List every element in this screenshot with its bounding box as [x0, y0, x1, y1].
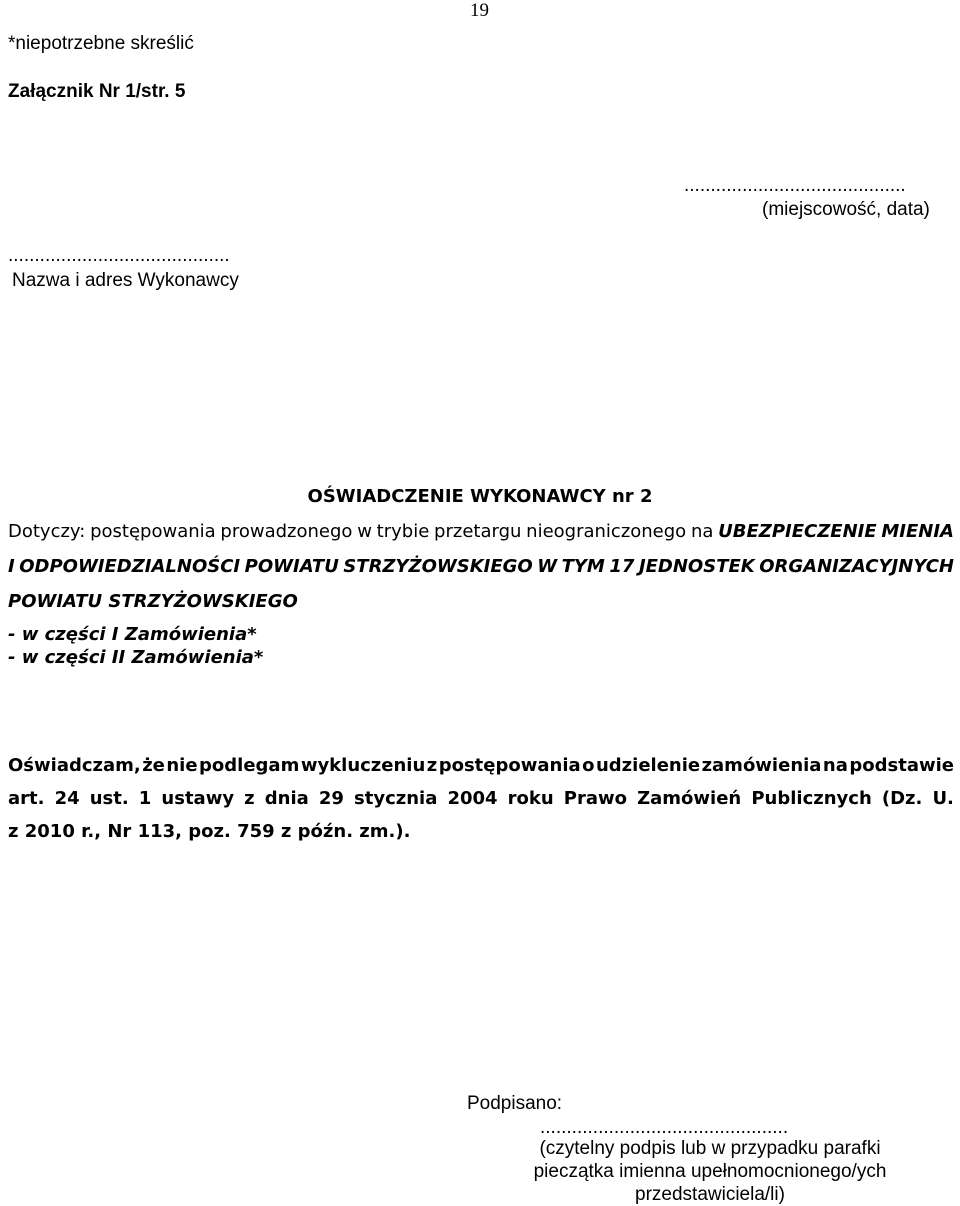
contractor-field: .......................................... — [8, 245, 230, 266]
word: Oświadczam, — [8, 755, 141, 776]
word: prowadzonego — [220, 521, 353, 542]
footnote-unnecessary: *niepotrzebne skreślić — [8, 33, 194, 54]
subject-line-2 — [8, 556, 954, 577]
signed-label: Podpisano: — [467, 1093, 563, 1114]
attachment-label: Załącznik Nr 1/str. 5 — [8, 81, 186, 102]
word: ORGANIZACYJNYCH — [759, 556, 954, 577]
word: TYM — [561, 556, 605, 577]
word: w — [357, 521, 372, 542]
word: (Dz. — [881, 788, 923, 809]
word: 17 — [609, 556, 635, 577]
word: o — [582, 755, 595, 776]
word: 24 — [54, 788, 80, 809]
word: na — [690, 521, 714, 542]
word: roku — [507, 788, 554, 809]
word: z — [244, 788, 255, 809]
word: JEDNOSTEK — [638, 556, 755, 577]
word: zamówienia — [701, 755, 822, 776]
word: wykluczeniu — [300, 755, 426, 776]
subject-line-1 — [8, 521, 954, 542]
declaration-line-1 — [8, 755, 954, 776]
word: przetargu — [434, 521, 522, 542]
word: I — [8, 556, 15, 577]
word: podlegam — [199, 755, 300, 776]
signature-field: ............................................... — [540, 1117, 789, 1138]
word: ust. — [89, 788, 129, 809]
word: U. — [932, 788, 954, 809]
word: podstawie — [849, 755, 954, 776]
contractor-label: Nazwa i adres Wykonawcy — [12, 270, 239, 291]
declaration-line-2 — [8, 788, 954, 809]
signature-note-line: przedstawiciela/li) — [635, 1184, 785, 1205]
word: dnia — [264, 788, 309, 809]
word: 2004 — [447, 788, 498, 809]
word: z — [426, 755, 438, 776]
word: Publicznych — [751, 788, 872, 809]
word: że — [142, 755, 165, 776]
declaration-line-3: z 2010 r., Nr 113, poz. 759 z późn. zm.). — [8, 821, 411, 842]
document-title: OŚWIADCZENIE WYKONAWCY nr 2 — [307, 486, 653, 507]
word: MIENIA — [881, 521, 954, 542]
place-date-label: (miejscowość, data) — [762, 199, 930, 220]
word: ODPOWIEDZIALNOŚCI — [19, 556, 241, 577]
word: na — [822, 755, 848, 776]
page-number: 19 — [470, 0, 489, 21]
option-part-1: - w części I Zamówienia* — [8, 624, 257, 645]
word: stycznia — [354, 788, 438, 809]
word: Zamówień — [637, 788, 742, 809]
subject-line-3: POWIATU STRZYŻOWSKIEGO — [8, 591, 298, 612]
option-part-2: - w części II Zamówienia* — [8, 647, 264, 668]
word: 1 — [138, 788, 152, 809]
word: POWIATU — [244, 556, 339, 577]
word: art. — [8, 788, 45, 809]
word: nie — [166, 755, 198, 776]
word: STRZYŻOWSKIEGO — [343, 556, 533, 577]
word: W — [537, 556, 558, 577]
signature-note-line: (czytelny podpis lub w przypadku parafki — [539, 1138, 881, 1159]
word: postępowania — [90, 521, 216, 542]
word: Dotyczy: — [8, 521, 86, 542]
place-date-field: .......................................... — [684, 175, 906, 196]
word: nieograniczonego — [526, 521, 687, 542]
word: ustawy — [161, 788, 235, 809]
word: postępowania — [438, 755, 581, 776]
word: trybie — [376, 521, 430, 542]
word: udzielenie — [595, 755, 701, 776]
word: Prawo — [563, 788, 627, 809]
word: 29 — [318, 788, 344, 809]
word: UBEZPIECZENIE — [718, 521, 877, 542]
signature-note-line: pieczątka imienna upełnomocnionego/ych — [533, 1161, 887, 1182]
